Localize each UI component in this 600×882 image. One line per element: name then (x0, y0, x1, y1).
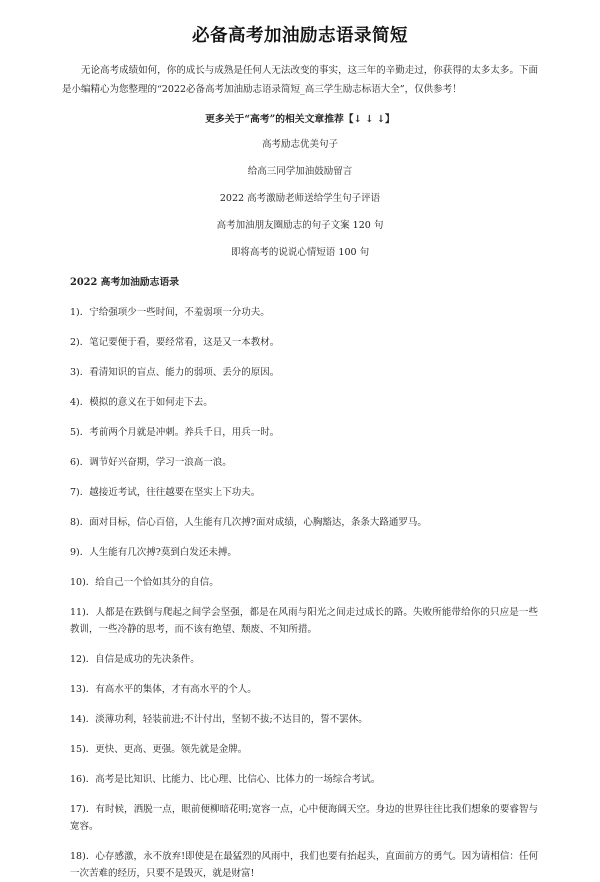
recommend-heading: 更多关于“高考”的相关文章推荐【↓ ↓ ↓】 (205, 114, 395, 125)
related-link[interactable]: 高考励志优美句子 (261, 139, 338, 150)
related-link[interactable]: 高考加油朋友圈励志的句子文案 120 句 (216, 220, 384, 231)
quote-item: 10)．给自己一个恰如其分的自信。 (70, 577, 219, 588)
quote-item: 6)．调节好兴奋期，学习一浪高一浪。 (70, 457, 232, 468)
quote-item: 16)．高考是比知识、比能力、比心理、比信心、比体力的一场综合考试。 (70, 774, 381, 785)
quote-item: 13)．有高水平的集体，才有高水平的个人。 (70, 684, 257, 695)
intro-paragraph: 无论高考成绩如何，你的成长与成熟是任何人无法改变的事实，这三年的辛勤走过，你获得的太多太多。下面是小编精心为您整理的“2022必备高考加油励志语录简短_高三学生励志标语大全”，仅供参考！ (62, 65, 538, 95)
quote-item: 12)．自信是成功的先决条件。 (70, 654, 200, 665)
related-link[interactable]: 即将高考的说说心情短语 100 句 (230, 247, 370, 258)
quote-item: 1)．宁给强项少一些时间，不羞弱项一分功夫。 (70, 307, 270, 318)
related-link-item (62, 220, 538, 232)
related-link[interactable]: 2022 高考激励老师送给学生句子评语 (219, 193, 381, 204)
quote-item: 5)．考前两个月就是冲刺。养兵千日，用兵一时。 (70, 427, 280, 438)
related-link-item (62, 166, 538, 178)
quote-item: 9)．人生能有几次搏?莫到白发还未搏。 (70, 547, 237, 558)
quote-item: 8)．面对目标，信心百倍，人生能有几次搏?面对成绩，心胸豁达，条条大路通罗马。 (70, 517, 427, 528)
quote-item: 7)．越接近考试，往往越要在坚实上下功夫。 (70, 487, 261, 498)
related-link[interactable]: 给高三同学加油鼓励留言 (247, 166, 353, 177)
related-link-item (62, 193, 538, 205)
related-link-item (62, 139, 538, 151)
quote-item: 4)．模拟的意义在于如何走下去。 (70, 397, 213, 408)
quote-item: 3)．看清知识的盲点、能力的弱项、丢分的原因。 (70, 367, 280, 378)
related-link-item (62, 247, 538, 259)
quote-item: 14)．淡薄功利，轻装前进;不计付出，坚韧不拔;不达目的，誓不罢休。 (70, 714, 368, 725)
quote-item: 18)．心存感激，永不放弃!即使是在最猛烈的风雨中，我们也要有抬起头，直面前方的勇气。因为请相信：任何一次苦难的经历，只要不是毁灭，就是财富! (70, 851, 538, 879)
section-heading: 2022 高考加油励志语录 (70, 277, 180, 288)
quote-item: 15)．更快、更高、更强。领先就是金牌。 (70, 744, 248, 755)
quote-list (62, 304, 538, 882)
page-title: 必备高考加油励志语录简短 (192, 26, 408, 46)
related-links-list (62, 139, 538, 259)
quote-item: 2)．笔记要便于看，要经常看，这是又一本教材。 (70, 337, 280, 348)
quote-item: 17)．有时候，洒脱一点，眼前便柳暗花明;宽容一点，心中便海阔天空。身边的世界往往比我们想象的要睿智与宽容。 (70, 804, 538, 832)
quote-item: 11)．人都是在跌倒与爬起之间学会坚强，都是在风雨与阳光之间走过成长的路。失败所能带给你的只应是一些教训，一些冷静的思考，而不该有绝望、颓废、不知所措。 (70, 607, 538, 635)
